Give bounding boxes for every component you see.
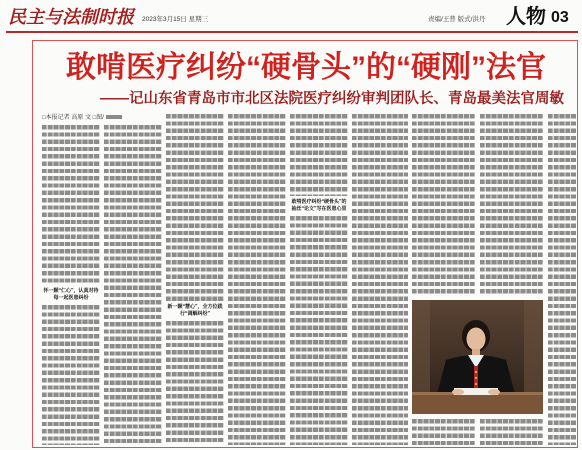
page-number: 03	[551, 9, 569, 26]
article-headline: 敢啃医疗纠纷“硬骨头”的“硬刚”法官	[66, 51, 546, 84]
section-name: 人物	[506, 6, 546, 28]
editor-credits: 责编/王普 版式/洪丹	[428, 16, 486, 23]
body-text-block	[548, 114, 576, 445]
body-text-block	[104, 125, 162, 445]
article-column-7	[412, 114, 475, 296]
body-text-block	[480, 419, 543, 445]
subheading-2	[166, 301, 224, 321]
judge-photo-image	[412, 300, 543, 414]
masthead-logo: 民主与法制时报	[8, 7, 134, 27]
article-column-4	[228, 114, 286, 445]
desk	[412, 394, 543, 414]
judge-photo	[412, 300, 543, 414]
subheading-line: 敢啃医疗纠纷“硬骨头”的	[291, 199, 347, 205]
body-text-block	[42, 305, 100, 445]
issue-date: 2023年3月15日 星期三	[142, 16, 209, 23]
subheading-line: 新一颗“慧心”，全方位践	[167, 304, 223, 310]
judge-hand	[488, 389, 500, 395]
article-column-2	[104, 125, 162, 445]
subheading-line: 每一起医患纠纷	[53, 295, 89, 301]
judge-face	[467, 328, 486, 351]
body-text-block	[290, 114, 348, 196]
article-column-1	[42, 125, 100, 445]
article-column-9	[548, 114, 576, 445]
body-text-block	[480, 114, 543, 296]
subheading-line: 怀一颗“仁心”，认真对待	[43, 288, 99, 294]
body-text-block	[290, 216, 348, 445]
body-text-block	[42, 125, 100, 285]
body-text-block	[228, 114, 286, 445]
robe-button	[475, 371, 477, 373]
subheading-3	[290, 196, 348, 216]
header-rule	[6, 31, 578, 33]
robe-button	[475, 377, 477, 379]
body-text-block	[166, 114, 224, 301]
byline-photographer-illegible	[106, 115, 122, 119]
robe-button	[475, 383, 477, 385]
subheading-1	[42, 285, 100, 305]
judge-neck	[472, 349, 480, 355]
article-column-6	[352, 114, 408, 445]
body-text-block	[412, 419, 475, 445]
article-column-8	[480, 114, 543, 296]
byline	[42, 114, 122, 122]
body-text-block	[352, 114, 408, 445]
article-column-3	[166, 114, 224, 445]
subheading-line: 抽丝“论文”写在医患心里	[291, 206, 347, 212]
body-text-block	[412, 114, 475, 296]
subheading-line: 行“调解纠纷”	[179, 311, 210, 317]
article-column-5	[290, 114, 348, 445]
article-column-8-lower	[480, 419, 543, 445]
article-subheadline: ——记山东省青岛市市北区法院医疗纠纷审判团队长、青岛最美法官周敏	[100, 91, 564, 107]
byline-text: □本报记者 高原 文 □图/	[42, 115, 104, 121]
article-column-7-lower	[412, 419, 475, 445]
body-text-block	[166, 321, 224, 445]
judge-hand	[452, 389, 464, 395]
